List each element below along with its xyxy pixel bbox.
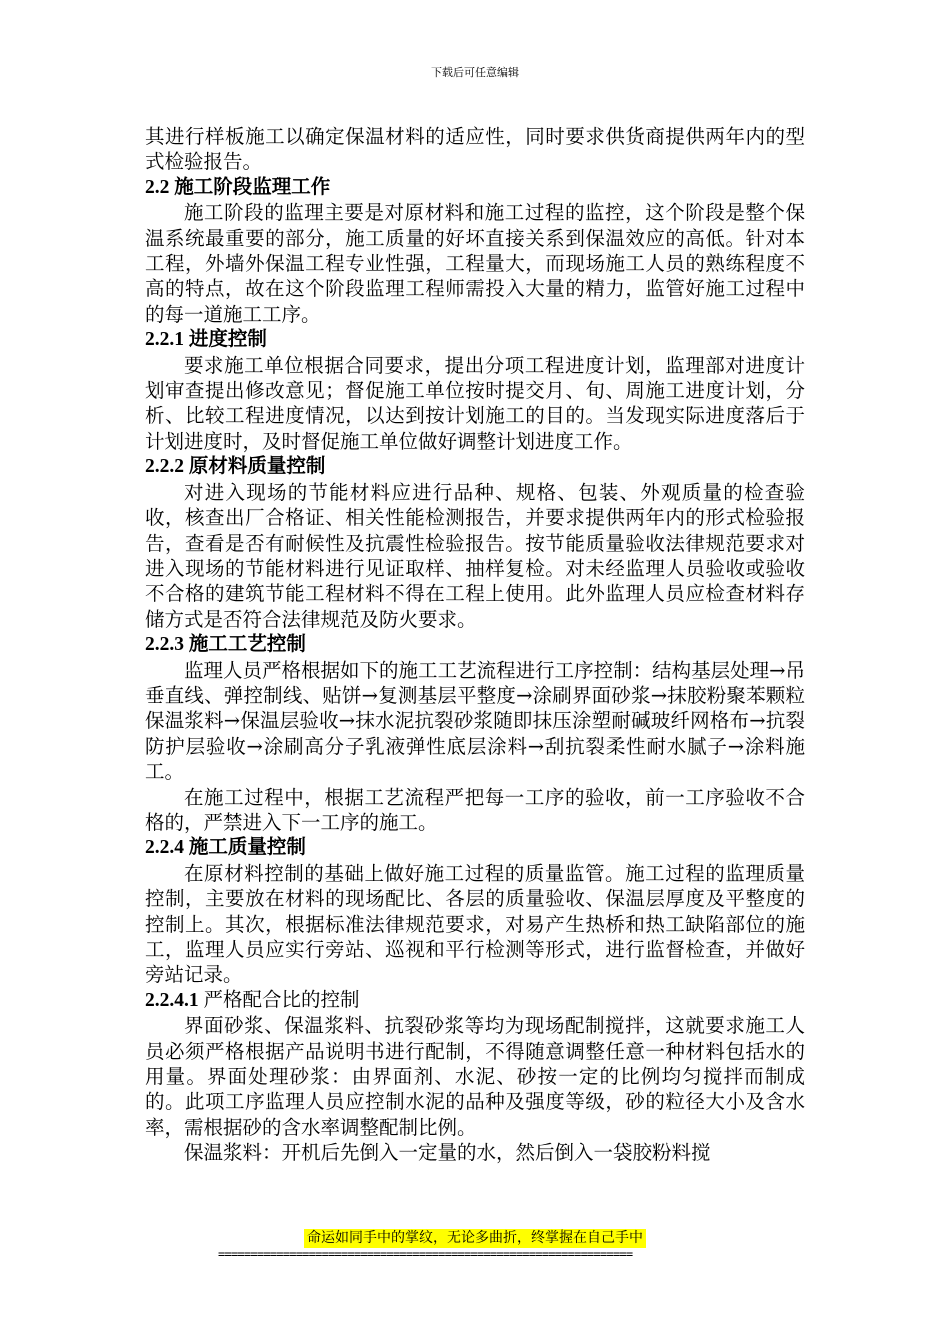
paragraph-2-2-3-acceptance: 在施工过程中，根据工艺流程严把每一工序的验收，前一工序验收不合格的，严禁进入下一工序的施工。 [145,785,805,834]
heading-label: 施工质量控制 [188,837,306,859]
paragraph-intro: 其进行样板施工以确定保温材料的适应性，同时要求供货商提供两年内的型式检验报告。 [145,125,805,174]
heading-number: 2.2.3 [145,634,189,656]
footer-divider: ================================================================ [218,1247,633,1261]
footer-slogan-text: 命运如同手中的掌纹，无论多曲折，终掌握在自己手中 [304,1229,646,1248]
heading-number: 2.2.4 [145,837,189,859]
page-header: 下载后可任意编辑 [431,66,519,79]
heading-2-2 [145,175,805,200]
heading-2-2-1 [145,327,805,352]
paragraph-2-2: 施工阶段的监理主要是对原材料和施工过程的监控，这个阶段是整个保温系统最重要的部分，施工质量的好坏直接关系到保温效应的高低。针对本工程，外墙外保温工程专业性强，工程量大，而现场施工人员的熟练程度不高的特点，故在这个阶段监理工程师需投入大量的精力，监管好施工过程中的每一道施工工序。 [145,201,805,326]
heading-2-2-2 [145,454,805,479]
heading-number: 2.2 [145,176,175,198]
heading-number: 2.2.4.1 [145,989,204,1011]
heading-number: 2.2.1 [145,329,189,351]
heading-label: 原材料质量控制 [188,456,326,478]
paragraph-2-2-3-process: 监理人员严格根据如下的施工工艺流程进行工序控制：结构基层处理→吊垂直线、弹控制线、贴饼→复测基层平整度→涂刷界面砂浆→抹胶粉聚苯颗粒保温浆料→保温层验收→抹水泥抗裂砂浆随即抹压涂塑耐碱玻纤网格布→抗裂防护层验收→涂刷高分子乳液弹性底层涂料→刮抗裂柔性耐水腻子→涂料施工。 [145,658,805,784]
paragraph-2-2-4-1-insulation: 保温浆料：开机后先倒入一定量的水，然后倒入一袋胶粉料搅 [184,1141,711,1165]
footer-slogan [0,1227,950,1247]
paragraph-2-2-1: 要求施工单位根据合同要求，提出分项工程进度计划，监理部对进度计划审查提出修改意见；督促施工单位按时提交月、旬、周施工进度计划，分析、比较工程进度情况，以达到按计划施工的目的。当发现实际进度落后于计划进度时，及时督促施工单位做好调整计划进度工作。 [145,353,805,453]
heading-2-2-4 [145,835,805,860]
paragraph-2-2-4-1-interface: 界面砂浆、保温浆料、抗裂砂浆等均为现场配制搅拌，这就要求施工人员必须严格根据产品说明书进行配制，不得随意调整任意一种材料包括水的用量。界面处理砂浆：由界面剂、水泥、砂按一定的比例均匀搅拌而制成的。此项工序监理人员应控制水泥的品种及强度等级，砂的粒径大小及含水率，需根据砂的含水率调整配制比例。 [145,1014,805,1139]
paragraph-2-2-4: 在原材料控制的基础上做好施工过程的质量监管。施工过程的监理质量控制，主要放在材料的现场配比、各层的质量验收、保温层厚度及平整度的控制上。其次，根据标准法律规范要求，对易产生热桥和热工缺陷部位的施工，监理人员应实行旁站、巡视和平行检测等形式，进行监督检查，并做好旁站记录。 [145,861,805,987]
document-body [145,124,805,1166]
heading-2-2-4-1 [145,988,805,1013]
heading-2-2-3 [145,632,805,657]
heading-label: 进度控制 [188,329,267,351]
heading-label: 施工阶段监理工作 [174,176,331,198]
heading-label: 施工工艺控制 [188,634,306,656]
heading-number: 2.2.2 [145,456,189,478]
paragraph-2-2-2: 对进入现场的节能材料应进行品种、规格、包装、外观质量的检查验收，核查出厂合格证、相关性能检测报告，并要求提供两年内的形式检验报告，查看是否有耐候性及抗震性检验报告。按节能质量验收法律规范要求对进入现场的节能材料进行见证取样、抽样复检。对未经监理人员验收或验收不合格的建筑节能工程材料不得在工程上使用。此外监理人员应检查材料存储方式是否符合法律规范及防火要求。 [145,480,805,631]
heading-label: 严格配合比的控制 [203,989,360,1011]
